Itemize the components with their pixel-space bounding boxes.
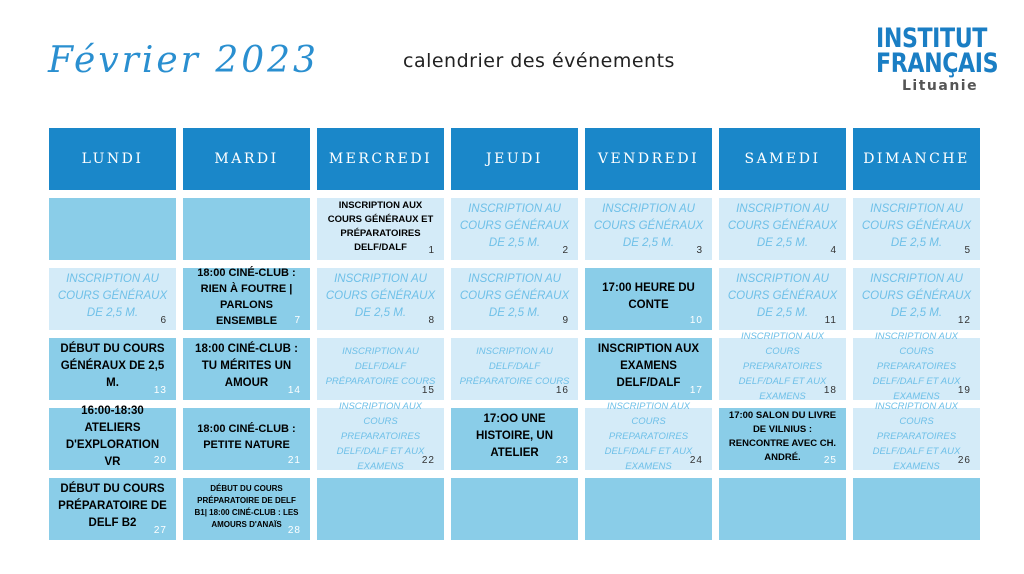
day-cell xyxy=(585,268,712,330)
day-cell xyxy=(49,404,176,470)
day-number: 24 xyxy=(689,455,703,466)
day-number: 25 xyxy=(823,455,837,466)
day-number: 14 xyxy=(287,385,301,396)
day-number: 4 xyxy=(830,245,837,256)
day-cell xyxy=(719,331,846,402)
day-cell xyxy=(451,268,578,330)
day-number: 6 xyxy=(160,315,167,326)
day-cell xyxy=(451,338,578,400)
day-number: 26 xyxy=(957,455,971,466)
day-cell xyxy=(853,331,980,402)
event-text: INSCRIPTION AU COURS GÉNÉRAUX DE 2,5 M. xyxy=(459,273,570,319)
weekday-header: DIMANCHE xyxy=(853,128,980,190)
day-number: 21 xyxy=(287,455,301,466)
event-text: INSCRIPTION AU DELF/DALF PRÉPARATOIRE COURS xyxy=(325,346,436,387)
day-cell xyxy=(719,408,846,470)
day-number: 3 xyxy=(696,245,703,256)
day-number: 17 xyxy=(689,385,703,396)
day-cell xyxy=(853,198,980,260)
day-number: 5 xyxy=(964,245,971,256)
event-text: INSCRIPTION AU COURS GÉNÉRAUX DE 2,5 M. xyxy=(861,273,972,319)
day-number: 22 xyxy=(421,455,435,466)
day-number: 20 xyxy=(153,455,167,466)
day-cell xyxy=(585,338,712,400)
day-number: 18 xyxy=(823,385,837,396)
day-number: 7 xyxy=(294,315,301,326)
event-text: INSCRIPTION AU COURS GÉNÉRAUX DE 2,5 M. xyxy=(727,203,838,249)
day-number: 27 xyxy=(153,525,167,536)
day-cell xyxy=(317,268,444,330)
day-cell xyxy=(183,268,310,330)
event-text: DÉBUT DU COURS PRÉPARATOIRE DE DELF B2 xyxy=(58,483,167,529)
event-text: INSCRIPTION AUX COURS PREPARATOIRES DELF/DALF ET AUX EXAMENS xyxy=(604,401,693,472)
empty-day-cell xyxy=(317,478,444,540)
empty-day-cell xyxy=(853,478,980,540)
empty-day-cell xyxy=(585,478,712,540)
day-number: 28 xyxy=(287,525,301,536)
event-text: INSCRIPTION AUX COURS PREPARATOIRES DELF/DALF ET AUX EXAMENS xyxy=(738,331,827,402)
day-cell xyxy=(853,401,980,472)
day-cell xyxy=(719,268,846,330)
day-cell xyxy=(317,401,444,472)
weekday-header: MERCREDI xyxy=(317,128,444,190)
weekday-header: LUNDI xyxy=(49,128,176,190)
day-cell xyxy=(49,268,176,330)
logo-line-2: FRANÇAIS xyxy=(876,48,999,79)
institut-francais-logo xyxy=(876,23,1006,94)
event-text: 16:00-18:30 ATELIERS D'EXPLORATION VR xyxy=(65,404,160,468)
day-cell xyxy=(183,338,310,400)
day-cell xyxy=(49,478,176,540)
day-cell xyxy=(49,338,176,400)
event-text: INSCRIPTION AUX EXAMENS DELF/DALF xyxy=(597,343,700,389)
day-cell xyxy=(183,478,310,540)
day-cell xyxy=(183,408,310,470)
event-text: INSCRIPTION AU COURS GÉNÉRAUX DE 2,5 M. xyxy=(593,203,704,249)
day-cell xyxy=(853,268,980,330)
event-text: INSCRIPTION AUX COURS PREPARATOIRES DELF/DALF ET AUX EXAMENS xyxy=(872,331,961,402)
day-cell xyxy=(451,408,578,470)
day-number: 15 xyxy=(421,385,435,396)
day-number: 1 xyxy=(428,245,435,256)
day-number: 19 xyxy=(957,385,971,396)
logo-line-1: INSTITUT xyxy=(876,23,987,54)
day-number: 8 xyxy=(428,315,435,326)
logo-line-3: Lituanie xyxy=(902,78,979,94)
day-cell xyxy=(317,198,444,260)
event-text: INSCRIPTION AUX COURS PREPARATOIRES DELF/DALF ET AUX EXAMENS xyxy=(336,401,425,472)
day-cell xyxy=(585,401,712,472)
day-number: 13 xyxy=(153,385,167,396)
day-cell xyxy=(317,338,444,400)
day-cell xyxy=(585,198,712,260)
event-text: 18:00 CINÉ-CLUB : PETITE NATURE xyxy=(197,422,296,451)
calendar-grid xyxy=(49,128,980,540)
day-number: 10 xyxy=(689,315,703,326)
weekday-header: VENDREDI xyxy=(585,128,712,190)
day-number: 2 xyxy=(562,245,569,256)
event-text: DÉBUT DU COURS PRÉPARATOIRE DE DELF B1| 18:00 CINÉ-CLUB : LES AMOURS D'ANAÏS xyxy=(194,483,299,529)
empty-day-cell xyxy=(719,478,846,540)
event-text: INSCRIPTION AU COURS GÉNÉRAUX DE 2,5 M. xyxy=(727,273,838,319)
event-text: INSCRIPTION AU DELF/DALF PRÉPARATOIRE COURS xyxy=(459,346,570,387)
event-text: INSCRIPTION AU COURS GÉNÉRAUX DE 2,5 M. xyxy=(57,273,168,319)
event-text: 18:00 CINÉ-CLUB : TU MÉRITES UN AMOUR xyxy=(195,343,298,389)
month-title: Février 2023 xyxy=(48,40,319,81)
event-text: INSCRIPTION AU COURS GÉNÉRAUX DE 2,5 M. xyxy=(861,203,972,249)
day-cell xyxy=(451,198,578,260)
event-text: 17:00 SALON DU LIVRE DE VILNIUS : RENCONTRE AVEC CH. ANDRÉ. xyxy=(728,409,837,463)
event-text: INSCRIPTION AU COURS GÉNÉRAUX DE 2,5 M. xyxy=(325,273,436,319)
day-number: 11 xyxy=(824,315,837,326)
event-text: INSCRIPTION AUX COURS GÉNÉRAUX ET PRÉPARATOIRES DELF/DALF xyxy=(327,199,434,253)
event-text: 18:00 CINÉ-CLUB : RIEN À FOUTRE | PARLONS ENSEMBLE xyxy=(197,266,296,327)
empty-day-cell xyxy=(451,478,578,540)
day-number: 12 xyxy=(957,315,971,326)
event-text: INSCRIPTION AUX COURS PREPARATOIRES DELF/DALF ET AUX EXAMENS xyxy=(872,401,961,472)
day-number: 23 xyxy=(555,455,569,466)
empty-day-cell xyxy=(49,198,176,260)
weekday-header: MARDI xyxy=(183,128,310,190)
day-cell xyxy=(719,198,846,260)
page-subtitle: calendrier des événements xyxy=(403,50,675,72)
weekday-header: JEUDI xyxy=(451,128,578,190)
weekday-header: SAMEDI xyxy=(719,128,846,190)
event-text: INSCRIPTION AU COURS GÉNÉRAUX DE 2,5 M. xyxy=(459,203,570,249)
event-text: DÉBUT DU COURS GÉNÉRAUX DE 2,5 M. xyxy=(60,343,165,389)
event-text: 17:00 HEURE DU CONTE xyxy=(602,281,695,311)
event-text: 17:OO UNE HISTOIRE, UN ATELIER xyxy=(475,413,554,459)
day-number: 9 xyxy=(562,315,569,326)
day-number: 16 xyxy=(555,385,569,396)
empty-day-cell xyxy=(183,198,310,260)
